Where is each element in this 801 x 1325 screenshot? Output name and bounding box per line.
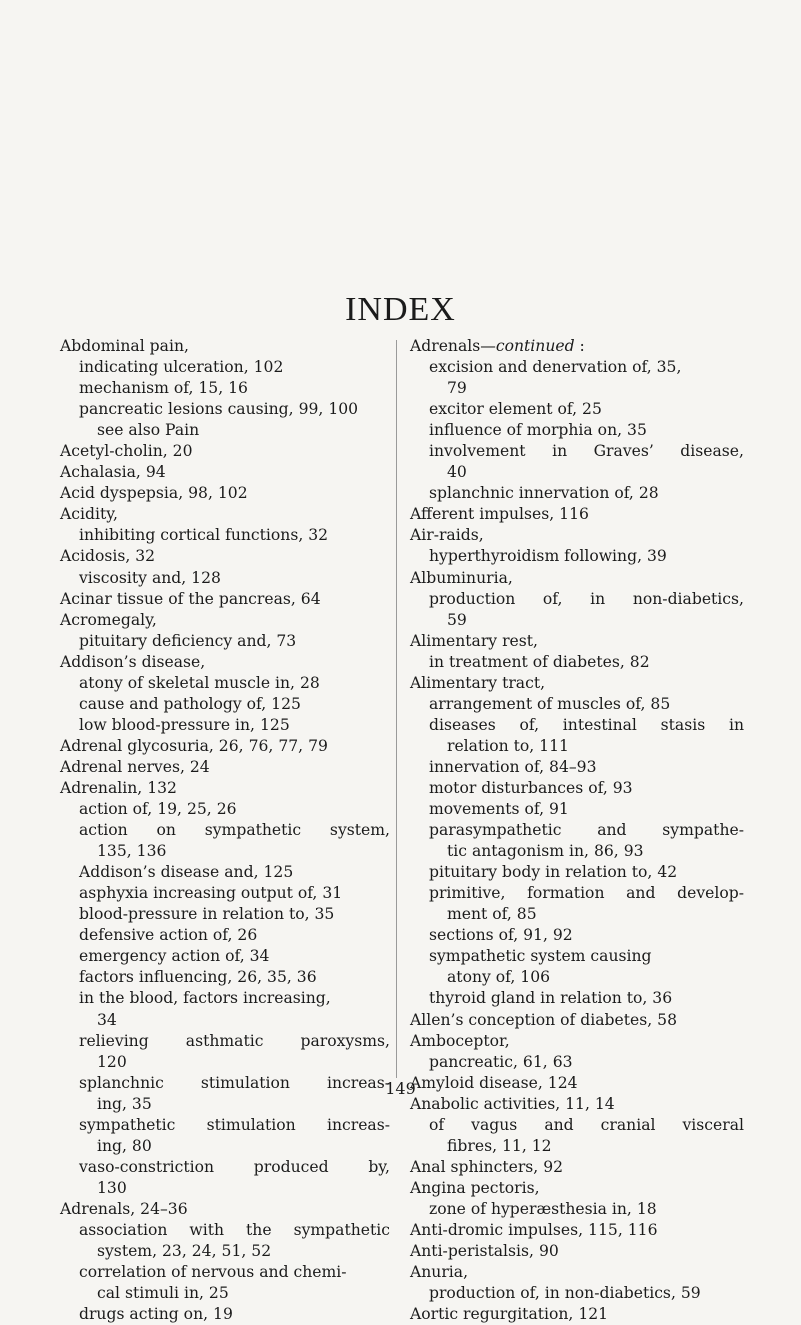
index-subentry: sympathetic system causing [429,947,652,966]
index-entry: Afferent impulses, 116 [410,505,589,524]
index-subentry: see also Pain [97,421,200,440]
index-subentry: mechanism of, 15, 16 [79,379,248,398]
index-subentry: sympathetic stimulation increas- [79,1115,390,1134]
index-subentry: emergency action of, 34 [79,947,270,966]
index-subentry: production of, in non-diabetics, 59 [429,1284,701,1303]
index-subentry: Addison’s disease and, 125 [79,863,294,882]
index-entry: Alimentary rest, [410,631,538,650]
index-subentry: blood-pressure in relation to, 35 [79,905,335,924]
index-entry: Achalasia, 94 [60,463,166,482]
index-subentry: relation to, 111 [447,736,569,755]
index-subentry: 120 [97,1052,127,1071]
index-entry: Anabolic activities, 11, 14 [410,1094,615,1113]
index-subentry: 34 [97,1010,117,1029]
index-entry: Acromegaly, [60,610,157,629]
index-subentry: ment of, 85 [447,905,537,924]
index-subentry: 130 [97,1178,127,1197]
index-entry: Acinar tissue of the pancreas, 64 [60,589,321,608]
index-subentry: zone of hyperæsthesia in, 18 [429,1199,657,1218]
index-subentry: splanchnic stimulation increas- [79,1073,390,1092]
index-subentry: excision and denervation of, 35, [429,358,682,377]
index-subentry: innervation of, 84–93 [429,757,597,776]
index-entry: Adrenals—continued : [410,337,585,355]
index-entry: Acetyl-cholin, 20 [60,442,193,461]
index-entry: Anal sphincters, 92 [410,1157,564,1176]
index-subentry: pancreatic, 61, 63 [429,1052,573,1071]
index-subentry: in treatment of diabetes, 82 [429,652,650,671]
index-subentry: movements of, 91 [429,800,569,819]
index-subentry: parasympathetic and sympathe- [429,821,744,840]
index-subentry: pancreatic lesions causing, 99, 100 [79,400,359,419]
index-subentry: ing, 80 [97,1136,152,1155]
column-divider [396,340,397,1078]
index-entry: Abdominal pain, [60,337,189,355]
index-subentry: drugs acting on, 19 [79,1305,233,1324]
index-subentry: asphyxia increasing output of, 31 [79,884,343,903]
index-subentry: involvement in Graves’ disease, [429,442,744,461]
index-entry: Angina pectoris, [410,1178,540,1197]
index-subentry: 59 [447,610,467,629]
index-column-right [410,336,744,1325]
index-subentry: cause and pathology of, 125 [79,694,301,713]
index-entry: Adrenal glycosuria, 26, 76, 77, 79 [60,736,328,755]
index-subentry: pituitary body in relation to, 42 [429,863,678,882]
index-entry: Aortic regurgitation, 121 [410,1305,609,1324]
index-subentry: sections of, 91, 92 [429,926,573,945]
index-subentry: 79 [447,379,467,398]
index-subentry: defensive action of, 26 [79,926,258,945]
index-entry: Amboceptor, [410,1031,510,1050]
index-entry: Anuria, [410,1263,469,1282]
index-entry: Acidosis, 32 [60,547,156,566]
index-subentry: tic antagonism in, 86, 93 [447,842,644,861]
index-entry: Allen’s conception of diabetes, 58 [410,1010,678,1029]
index-subentry: action of, 19, 25, 26 [79,800,237,819]
index-subentry: fibres, 11, 12 [447,1136,552,1155]
index-subentry: motor disturbances of, 93 [429,778,633,797]
index-subentry: influence of morphia on, 35 [429,421,647,440]
index-subentry: in the blood, factors increasing, [79,989,331,1008]
index-subentry: relieving asthmatic paroxysms, [79,1031,390,1050]
index-subentry: pituitary deficiency and, 73 [79,631,297,650]
index-subentry: primitive, formation and develop- [429,884,744,903]
index-entry: Albuminuria, [410,568,513,587]
index-subentry: atony of skeletal muscle in, 28 [79,673,320,692]
page-number: 149 [385,1079,416,1098]
index-entry: Adrenals, 24–36 [60,1199,188,1218]
index-subentry: viscosity and, 128 [79,568,221,587]
index-subentry: of vagus and cranial visceral [429,1115,744,1134]
index-column-left [60,336,390,1325]
index-subentry: production of, in non-diabetics, [429,589,744,608]
index-subentry: ing, 35 [97,1094,152,1113]
index-subentry: indicating ulceration, 102 [79,358,284,377]
index-subentry: correlation of nervous and chemi- [79,1263,347,1282]
index-entry: Alimentary tract, [410,673,546,692]
index-subentry: excitor element of, 25 [429,400,602,419]
index-subentry: diseases of, intestinal stasis in [429,715,744,734]
index-subentry: association with the sympathetic [79,1220,390,1239]
index-entry: Anti-peristalsis, 90 [410,1242,559,1261]
index-subentry: factors influencing, 26, 35, 36 [79,968,317,987]
index-entry: Acid dyspepsia, 98, 102 [60,484,248,503]
index-subentry: thyroid gland in relation to, 36 [429,989,673,1008]
index-entry: Acidity, [60,505,118,524]
index-entry: Addison’s disease, [60,652,206,671]
index-subentry: splanchnic innervation of, 28 [429,484,659,503]
index-subentry: low blood-pressure in, 125 [79,715,290,734]
index-subentry: vaso-constriction produced by, [79,1157,390,1176]
index-subentry: inhibiting cortical functions, 32 [79,526,329,545]
index-subentry: hyperthyroidism following, 39 [429,547,667,566]
index-entry: Air-raids, [410,526,484,545]
index-subentry: atony of, 106 [447,968,551,987]
index-entry: Adrenalin, 132 [60,778,177,797]
index-subentry: 135, 136 [97,842,167,861]
index-subentry: arrangement of muscles of, 85 [429,694,671,713]
index-entry: Anti-dromic impulses, 115, 116 [410,1220,658,1239]
index-entry: Amyloid disease, 124 [410,1073,578,1092]
index-entry: Adrenal nerves, 24 [60,757,210,776]
index-subentry: 40 [447,463,467,482]
page-title: INDEX [345,291,456,328]
index-subentry: cal stimuli in, 25 [97,1284,229,1303]
index-subentry: system, 23, 24, 51, 52 [97,1242,272,1261]
index-subentry: action on sympathetic system, [79,821,390,840]
